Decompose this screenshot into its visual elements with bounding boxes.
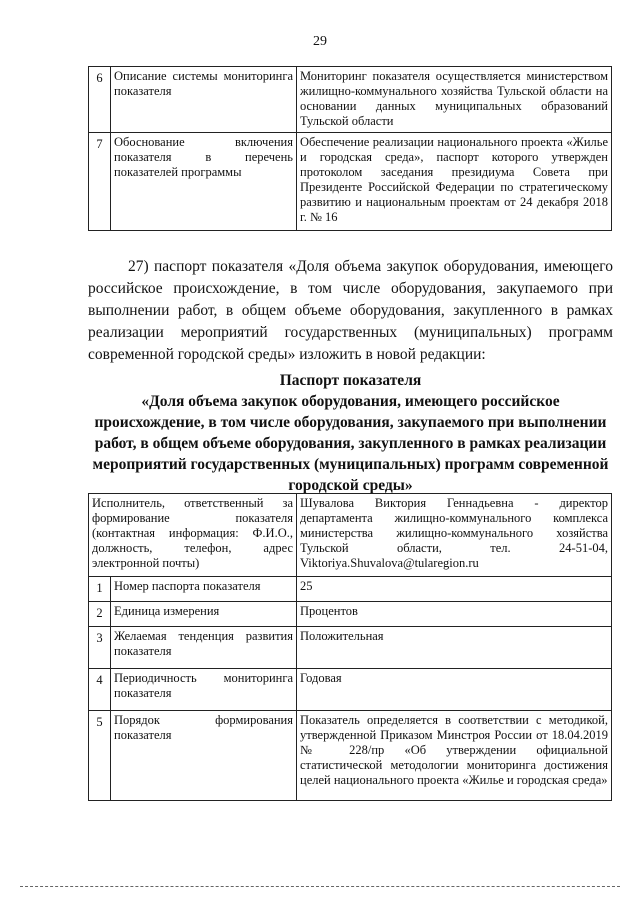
row-number: 2 <box>89 602 111 627</box>
table-row <box>89 627 612 669</box>
row-label: Желаемая тенденция развития показателя <box>111 627 297 669</box>
table-row <box>89 669 612 711</box>
passport-indicator-name: «Доля объема закупок оборудования, имеющего российское происхождение, в том числе оборудования, закупаемого при выполнении работ, в общем объеме оборудования, закупленного в рамках реализации мероприятий государственных (муниципальных) программ современной городской среды» <box>92 393 609 494</box>
row-number: 7 <box>89 133 111 231</box>
table-row <box>89 133 612 231</box>
row-number: 1 <box>89 577 111 602</box>
table-row <box>89 711 612 801</box>
passport-title <box>88 370 613 496</box>
row-value: Показатель определяется в соответствии с методикой, утвержденной Приказом Минстроя России от 18.04.2019 № 228/пр «Об утверждении официальной статистической методологии мониторинга достижения целей национального проекта «Жилье и городская среда» <box>297 711 612 801</box>
row-label: Единица измерения <box>111 602 297 627</box>
executor-label: Исполнитель, ответственный за формирование показателя (контактная информация: Ф.И.О., должность, телефон, адрес электронной почты) <box>89 494 297 577</box>
row-value: Процентов <box>297 602 612 627</box>
row-label: Номер паспорта показателя <box>111 577 297 602</box>
table-row <box>89 67 612 133</box>
row-number: 5 <box>89 711 111 801</box>
row-value: 25 <box>297 577 612 602</box>
indicator-table-continued <box>88 66 612 231</box>
row-label: Периодичность мониторинга показателя <box>111 669 297 711</box>
table-row <box>89 494 612 577</box>
table-row <box>89 577 612 602</box>
row-label: Обоснование включения показателя в перечень показателей программы <box>111 133 297 231</box>
amendment-paragraph: 27) паспорт показателя «Доля объема закупок оборудования, имеющего российское происхождение, в том числе оборудования, закупаемого при выполнении работ, в общем объеме оборудования, закупленного в рамках реализации мероприятий государственных (муниципальных) программ современной городской среды» изложить в новой редакции: <box>88 258 613 363</box>
row-number: 4 <box>89 669 111 711</box>
row-value: Мониторинг показателя осуществляется министерством жилищно-коммунального хозяйства Тульской области на основании данных муниципальных образований Тульской области <box>297 67 612 133</box>
row-value: Обеспечение реализации национального проекта «Жилье и городская среда», паспорт которого утвержден протоколом заседания президиума Совета при Президенте Российской Федерации по стратегическому развитию и национальным проектам от 24 декабря 2018 г. № 16 <box>297 133 612 231</box>
row-label: Порядок формирования показателя <box>111 711 297 801</box>
passport-heading: Паспорт показателя <box>279 372 422 389</box>
row-number: 6 <box>89 67 111 133</box>
row-value: Годовая <box>297 669 612 711</box>
page-number: 29 <box>313 34 327 49</box>
row-number: 3 <box>89 627 111 669</box>
table-row <box>89 602 612 627</box>
passport-table <box>88 493 612 801</box>
row-label: Описание системы мониторинга показателя <box>111 67 297 133</box>
footer-divider <box>20 886 620 887</box>
row-value: Положительная <box>297 627 612 669</box>
executor-value: Шувалова Виктория Геннадьевна - директор департамента жилищно-коммунального комплекса министерства жилищно-коммунального хозяйства Тульской области, тел. 24-51-04, Viktoriya.Shuvalova@tularegion.ru <box>297 494 612 577</box>
